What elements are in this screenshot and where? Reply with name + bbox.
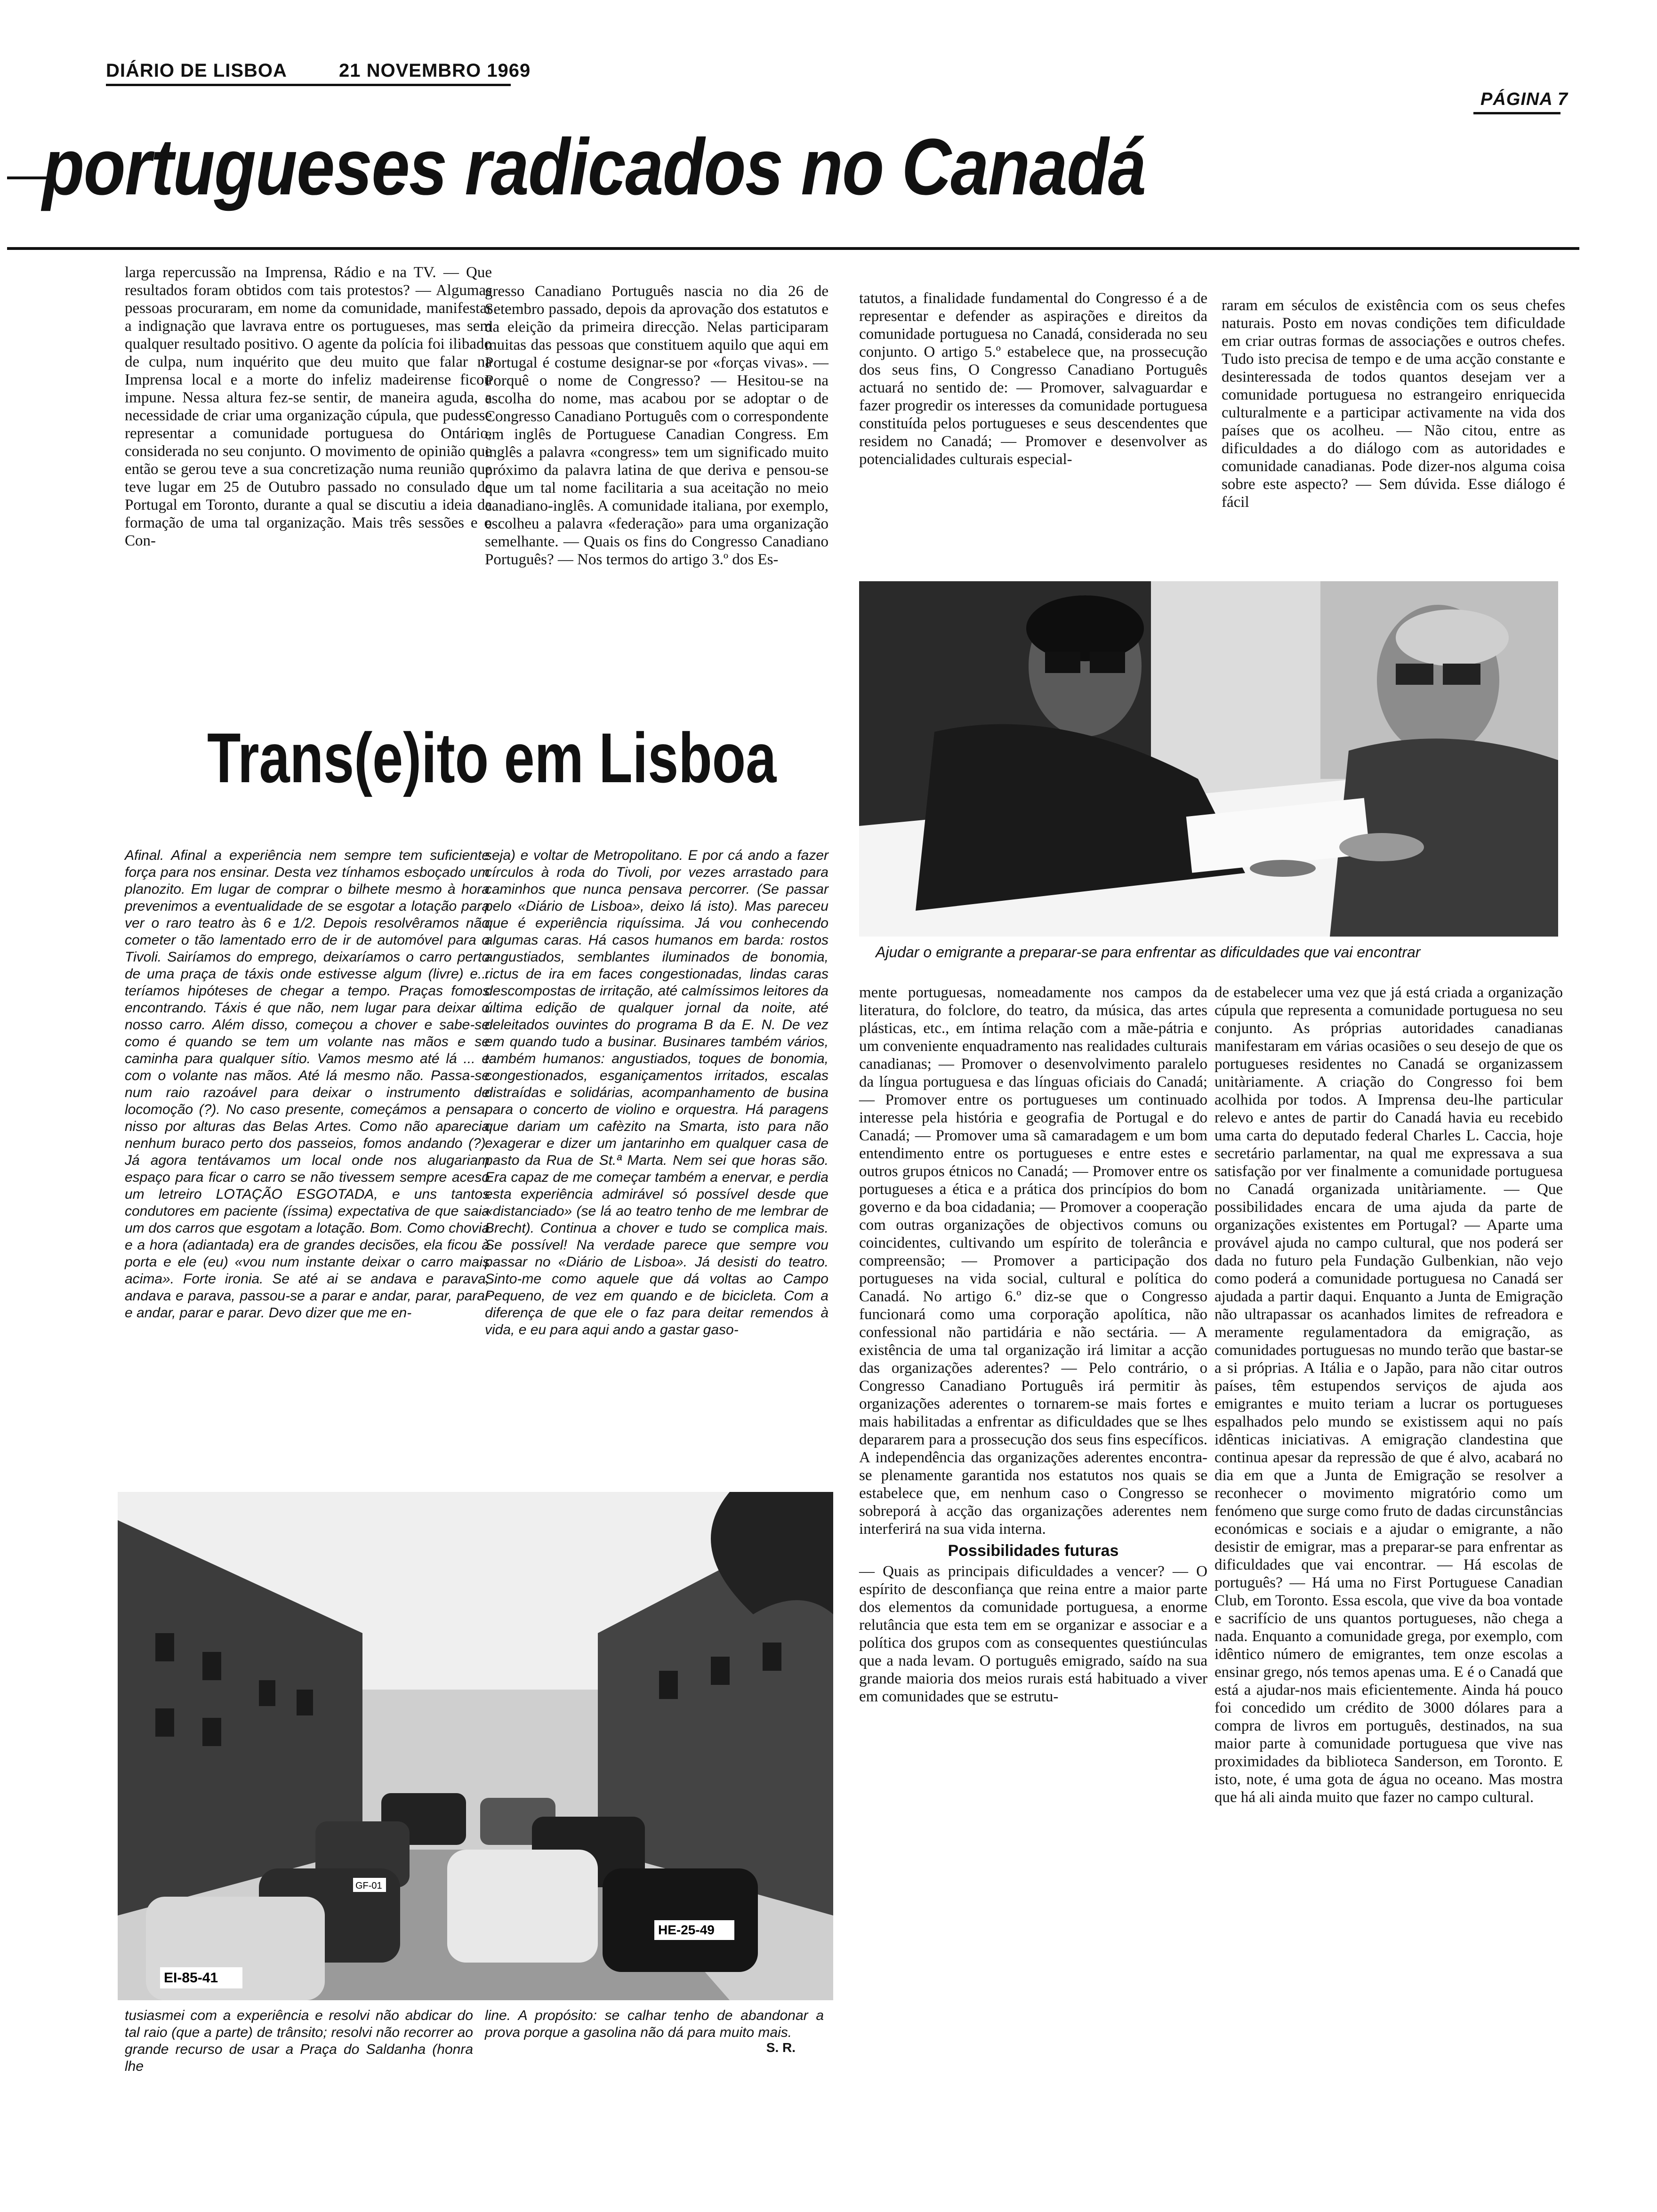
street-traffic-photo [118,1492,833,2000]
street-traffic-photo-image [118,1492,833,2000]
interview-photo [859,581,1558,937]
interview-photo-caption: Ajudar o emigrante a preparar-se para enfrentar as dificuldades que vai encontrar [876,944,1421,961]
issue-date: 21 NOVEMBRO 1969 [339,60,531,81]
article1-column-2: gresso Canadiano Português nascia no dia 26 de Setembro passado, depois da aprovação dos estatutos e da eleição da primeira direcção. Nelas participaram muitas das pessoas que constituem aquilo que aqui em Portugal é costume designar-se por «forças vivas». — Porquê o nome de Congresso? — Hesitou-se na escolha do nome, mas acabou por se adoptar o de Congresso Canadiano Português com o correspondente em inglês de Portuguese Canadian Congress. Em inglês a palavra «congress» tem um significado muito próximo da palavra latina de que deriva e pensou-se que um tal nome facilitaria a sua aceitação no meio canadiano-inglês. A comunidade italiana, por exemplo, escolheu a palavra «federação» para uma organização semelhante. — Quais os fins do Congresso Canadiano Português? — Nos termos do artigo 3.º dos Es- [485,283,828,568]
transit-column-2: seja) e voltar de Metropolitano. E por cá ando a fazer círculos à roda do Tivoli, por vezes arrastado para caminhos que nunca pensava percorrer. (Se passar pelo «Diário de Lisboa», deixo lá isto). Mas pareceu que é experiência riquíssima. Já vou conhecendo algumas caras. Há casos humanos em barda: rostos angustiados, semblantes iluminados de bonomia, rictus de ira em faces congestionadas, lindas caras descompostas de irritação, até calmíssimos leitores da última edição de qualquer jornal da noite, até deleitados ouvintes do programa B da E. N. De vez em quando tudo a businar. Businares também vários, também humanos: angustiados, toques de bonomia, congestionados, esganiçamentos irritados, escalas distraídas e solidárias, acompanhamento de busina para o concerto de violino e orquestra. Há paragens que dariam um cafèzito na Smarta, isto para não exagerar e dizer um jantarinho em qualquer casa de pasto da Rua de St.ª Marta. Nem sei que horas são. Era capaz de me começar também a enervar, e perdia esta experiência admirável só possível desde que «distanciado» (se lá ao teatro tenho de me lembrar de Brecht). Continua a chover e tudo se complica mais. Se possível! Na verdade parece que sempre vou passar no «Diário de Lisboa». Já desisti do teatro. Sinto-me como aquele que dá voltas ao Campo Pequeno, de vez em quando e de bicicleta. Com a diferença de que ele o faz para deitar remendos à vida, e eu para aqui ando a gastar gaso- [485,848,828,1338]
header-underline [106,84,511,86]
article1-column-1: larga repercussão na Imprensa, Rádio e na TV. — Que resultados foram obtidos com tais protestos? — Algumas pessoas procuraram, em nome da comunidade, manifestar a indignação que lavrava entre os portugueses, mas sem qualquer resultado positivo. O agente da polícia foi ilibado de culpa, num inquérito que deu muito que falar na Imprensa local e a morte do infeliz madeirense ficou impune. Nessa altura fez-se sentir, de maneira aguda, a necessidade de criar uma organização cúpula, que pudesse representar a comunidade portuguesa do Ontário, considerada no seu conjunto. O movimento de opinião que então se gerou teve a sua concretização numa reunião que teve lugar em 25 de Outubro passado no consulado de Portugal em Toronto, durante a qual se discutiu a ideia da formação de uma tal organização. Mais três sessões e o Con- [125,264,492,549]
headline-rule [7,247,1579,250]
article1-column-5-text: mente portuguesas, nomeadamente nos campos da literatura, do folclore, do teatro, da música, das artes plásticas, etc., em íntima relação com a mãe-pátria e um conveniente enquadramento nas realidades culturais canadianas; — Promover o desenvolvimento paralelo da língua portuguesa e das línguas oficiais do Canadá; — Promover entre os portugueses um continuado interesse pela história e geografia de Portugal e do Canadá; — Promover uma sã camaradagem e um bom entendimento entre os portugueses e entre estes e outros grupos étnicos no Canadá; — Promover entre os portugueses a ética e a prática dos princípios do bom governo e da boa cidadania; — Promover a cooperação com outras organizações de objectivos comuns ou coincidentes, cultivando um espírito de tolerância e compreensão; — Promover a participação dos portugueses na vida social, cultural e política do Canadá. No artigo 6.º diz-se que o Congresso funcionará como uma corporação apolítica, não confessional não partidária e não sectária. — A existência de uma tal organização irá limitar a acção das organizações aderentes? — Pelo contrário, o Congresso Canadiano Português irá permitir às organizações aderentes o tornarem-se mais fortes e mais habilitadas a enfrentar as dificuldades que se lhes depararem para a prossecução dos seus fins específicos. A independência das organizações aderentes encontra-se plenamente garantida nos estatutos nos quais se estabelece que, em nenhum caso o Congresso se sobreporá à acção das organizações aderentes nem interferirá na sua vida interna. [859,984,1207,1538]
transit-bottom-column-2: line. A propósito: se calhar tenho de abandonar a prova porque a gasolina não dá para muito mais. [485,2008,824,2040]
plate-he-25-49: HE-25-49 [658,1923,715,1937]
article-headline: portugueses radicados no Canadá [42,122,1146,212]
transit-column-1: Afinal. Afinal a experiência nem sempre tem suficiente força para nos ensinar. Desta vez tínhamos esboçado um planozito. Em lugar de comprar o bilhete mesmo à hora prevenimos a eventualidade de se esgotar a lotação para ver o raro teatro às 6 e 1/2. Depois resolvêramos não cometer o tão lamentado erro de ir de automóvel para o Tivoli. Sairíamos do emprego, deixaríamos o carro perto de uma praça de táxis onde estivesse algum (livre) e... teríamos hipóteses de chegar a tempo. Praças fomos encontrando. Táxis é que não, nem lugar para deixar o nosso carro. Além disso, começou a chover e sabe-se como é quando se tem um volante nas mãos e se caminha para qualquer sítio. Vamos mesmo até lá ... e com o volante nas mãos. Até lá mesmo não. Passa-se num raio razoável para deixar o instrumento de locomoção (?). No caso presente, começámos a pensar nisso por alturas das Belas Artes. Como não aparecia nenhum buraco perto dos passeios, fomos andando (?). Já agora tentávamos um local onde nos alugariam espaço para ficar o carro se não tivessem sempre aceso um letreiro LOTAÇÃO ESGOTADA, e uns tantos condutores em paciente (íssima) expectativa de que saia um dos carros que esgotam a lotação. Bom. Como chovia e a hora (adiantada) era de grandes decisões, ela ficou à porta e ele (eu) «vou num instante deixar o carro mais acima». Forte ironia. Se até ai se andava e parava, andava e parava, passou-se a parar e andar, parar, parar e andar, parar e parar. Devo dizer que me en- [125,848,490,1321]
transit-bottom-column-1: tusiasmei com a experiência e resolvi não abdicar do tal raio (que a parte) de trânsito; resolvi não recorrer ao grande recurso de usar a Praça do Saldanha (honra lhe [125,2008,473,2074]
possibilidades-subhead: Possibilidades futuras [948,1542,1119,1560]
plate-gf-01: GF-01 [355,1881,382,1891]
page-label-rule [1473,112,1560,114]
plate-ei-85-41: EI-85-41 [164,1970,218,1986]
paper-name: DIÁRIO DE LISBOA [106,60,287,81]
article1-column-4: raram em séculos de existência com os seus chefes naturais. Posto em novas condições tem dificuldade em criar outras formas de associações e outros chefes. Tudo isto precisa de tempo e de uma acção constante e desinteressada de todos quantos desejam ver a comunidade portuguesa no estrangeiro enriquecida culturalmente e a participar activamente na vida dos países que os acolheu. — Não citou, entre as dificuldades a do diálogo com as autoridades e comunidade canadianas. Pode dizer-nos alguma coisa sobre este aspecto? — Sem dúvida. Esse diálogo é fácil [1222,297,1565,511]
article1-column-5b-text: — Quais as principais dificuldades a vencer? — O espírito de desconfiança que reina entre a maior parte dos elementos da comunidade portuguesa, a enorme relutância que esta tem em se organizar e associar e a política dos grupos com as consequentes questiúnculas que a nada levam. O português emigrado, saído na sua grande maioria dos meios rurais está habituado a viver em comunidades que se estrutu- [859,1563,1207,1705]
page-label: PÁGINA 7 [1480,89,1569,109]
article1-column-5 [859,984,1207,2085]
article1-column-6: de estabelecer uma vez que já está criada a organização cúpula que representa a comunidade portuguesa no seu conjunto. As próprias autoridades canadianas manifestaram em várias ocasiões o seu desejo de que os portugueses residentes no Canadá se organizassem unitàriamente. A criação do Congresso foi bem acolhida por todos. A Imprensa deu-lhe particular relevo e antes de partir do Canadá havia eu recebido uma carta do deputado federal Charles L. Caccia, hoje secretário parlamentar, na qual me expressava a sua satisfação por ver finalmente a comunidade portuguesa no Canadá organizada unitàriamente. — Que possibilidades encara de uma ajuda da parte de organizações existentes em Portugal? — Aparte uma provável ajuda no campo cultural, que nos poderá ser dada no futuro pela Fundação Gulbenkian, não vejo como poderá a comunidade portuguesa no Canadá ser ajudada a partir daqui. Enquanto a Junta de Emigração não ultrapassar os acanhados limites de refreadora e meramente regulamentadora da emigração, as comunidades portuguesas no mundo terão que bastar-se a si próprias. A Itália e o Japão, para não citar outros países, têm estupendos serviços de ajuda aos emigrantes e muito teriam a lucrar os portugueses espalhados pelo mundo se existissem aqui no país idênticas iniciativas. A emigração clandestina que continua apesar da repressão de que é alvo, acabará no dia em que a Junta de Emigração se resolver a reconhecer o movimento migratório como um fenómeno que surge como fruto de dadas circunstâncias económicas e sociais e a ajudar o emigrante, a não desistir de emigrar, mas a preparar-se para enfrentar as dificuldades que vai encontrar. — Há escolas de português? — Há uma no First Portuguese Canadian Club, em Toronto. Essa escola, que vive da boa vontade e sacrifício de uns quantos portugueses, não chega a nada. Enquanto a comunidade grega, por exemplo, com idêntico número de emigrantes, tem onze escolas a ensinar grego, nós temos apenas uma. E é o Canadá que está a ajudar-nos mais eficientemente. Ainda há pouco foi concedido um crédito de 3000 dólares para a compra de livros em português, destinados, na sua maior parte à comunidade portuguesa que vive nas proximidades da biblioteca Sanderson, em Toronto. E isto, note, é uma gota de água no oceano. Mas mostra que há ali ainda muito que fazer no campo cultural. [1215,984,1563,1806]
article1-column-3: tatutos, a finalidade fundamental do Congresso é a de representar e defender as aspirações e direitos da comunidade portuguesa no Canadá, considerada no seu conjunto. O artigo 5.º estabelece que, na prossecução dos seus fins, O Congresso Canadiano Português actuará no sentido de: — Promover, salvaguardar e fazer progredir os interesses da comunidade portuguesa constituída pelos portugueses e seus descendentes que residem no Canadá; — Promover e desenvolver as potencialidades culturais especial- [859,290,1207,468]
transit-headline: Trans(e)ito em Lisboa [207,718,777,797]
transit-signature: S. R. [766,2040,796,2055]
interview-photo-image [859,581,1558,937]
